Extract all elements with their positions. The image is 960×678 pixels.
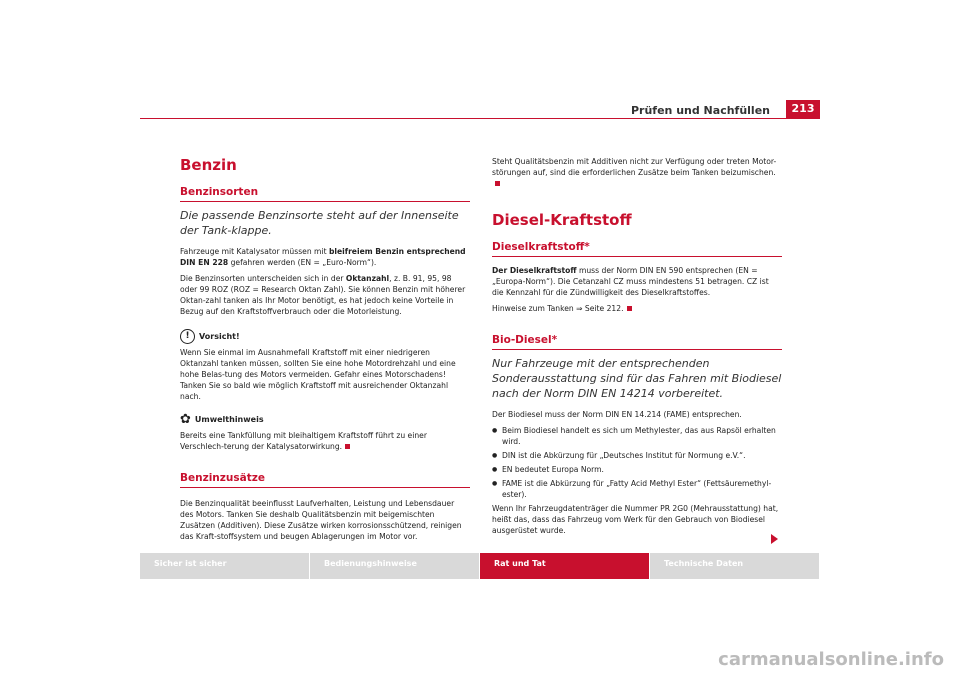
paragraph-katalysator: Fahrzeuge mit Katalysator müssen mit bleifreiem Benzin entsprechend DIN EN 228 gefahren werden (EN = „Euro-Norm“). [180,247,466,267]
paragraph-diesel-norm: Der Dieselkraftstoff muss der Norm DIN EN 590 entsprechen (EN = „Europa-Norm“). Die Cetanzahl CZ muss mindestens 51 betragen. CZ ist die Kennzahl für die Zündwilligkeit des Dieselkraftstoffes. [492,266,769,297]
lead-benzinsorten: Die passende Benzinsorte steht auf der Innenseite der Tank-klappe. [180,209,459,237]
page-number: 213 [786,100,820,118]
flower-icon: ✿ [180,412,191,427]
continued-text: Steht Qualitätsbenzin mit Additiven nicht zur Verfügung oder treten Motor-störungen auf, sind die erforderlichen Zusätze beim Tanken beizumischen. [492,156,782,189]
watermark: carmanualsonline.info [718,649,944,670]
paragraph-hinweise [492,303,782,314]
warning-icon: ! [180,329,195,344]
subsection-title-biodiesel: Bio-Diesel* [492,334,782,350]
header-divider [140,118,820,119]
zusaetze-text: Die Benzinqualität beeinflusst Laufverhalten, Leistung und Lebensdauer des Motors. Tanken Sie deshalb Qualitätsbenzin mit beigemischten Zusätzen (Additiven). Diese Zusätze wirken korrosionsschützend, reinigen das Kraft-stoffsystem und beugen Ablagerungen im Motor vor. [180,499,462,541]
right-column [492,156,782,541]
left-column [180,156,470,547]
page-reference-link[interactable]: Hinweise zum Tanken ⇒ Seite 212. [492,304,624,313]
footer-nav [140,553,820,579]
tab-technische-daten[interactable]: Technische Daten [650,553,819,579]
list-item: ● DIN ist die Abkürzung für „Deutsches Institut für Normung e.V.“. [492,450,782,461]
note-vorsicht [180,329,470,402]
section-title-diesel: Diesel-Kraftstoff [492,211,632,229]
tab-sicher-ist-sicher[interactable]: Sicher ist sicher [140,553,309,579]
subsection-title-benzinzusaetze: Benzinzusätze [180,472,470,488]
paragraph-oktanzahl: Die Benzinsorten unterscheiden sich in der Oktanzahl, z. B. 91, 95, 98 oder 99 ROZ (ROZ = Research Oktan Zahl). Sie können Benzin mit höherer Oktan-zahl tanken als Ihr Motor benötigt, es hat jedoch keine Vorteile in Bezug auf den Kraftstoffverbrauch oder die Motorleistung. [180,274,466,316]
section-title-benzin: Benzin [180,156,237,174]
list-item: ● EN bedeutet Europa Norm. [492,464,782,475]
subsection-title-dieselkraftstoff: Dieselkraftstoff* [492,241,782,257]
list-item: ● Beim Biodiesel handelt es sich um Methylester, das aus Rapsöl erhalten wird. [492,425,782,447]
end-marker [495,181,500,186]
tab-bedienungshinweise[interactable]: Bedienungshinweise [310,553,479,579]
paragraph-biodiesel-norm: Der Biodiesel muss der Norm DIN EN 14.214 (FAME) entsprechen. [492,410,742,419]
list-item: ● FAME ist die Abkürzung für „Fatty Acid Methyl Ester“ (Fettsäuremethyl-ester). [492,478,782,500]
next-page-arrow-icon[interactable] [771,534,778,544]
umwelt-text: Bereits eine Tankfüllung mit bleihaltigem Kraftstoff führt zu einer Verschlech-terung der Katalysatorwirkung. [180,431,427,451]
end-marker [627,306,632,311]
paragraph-fahrzeugdatentraeger: Wenn Ihr Fahrzeugdatenträger die Nummer PR 2G0 (Mehrausstattung) hat, heißt das, dass das Fahrzeug vom Werk für den Gebrauch von Biodiesel ausgerüstet wurde. [492,504,779,535]
umwelt-title: Umwelthinweis [194,415,264,424]
note-umwelt [180,412,470,452]
vorsicht-text: Wenn Sie einmal im Ausnahmefall Kraftstoff mit einer niedrigeren Oktanzahl tanken müssen, sollten Sie eine hohe Motordrehzahl und eine hohe Belas-tung des Motors vermeiden. Gefahr eines Motorschadens! Tanken Sie so bald wie möglich Kraftstoff mit ausreichender Oktanzahl nach. [180,348,456,401]
tab-rat-und-tat[interactable]: Rat und Tat [480,553,649,579]
lead-biodiesel: Nur Fahrzeuge mit der entsprechenden Sonderausstattung sind für das Fahren mit Biodiesel nach der Norm DIN EN 14214 vorbereitet. [492,357,782,400]
end-marker [345,444,350,449]
subsection-title-benzinsorten: Benzinsorten [180,186,470,202]
page-header-title: Prüfen und Nachfüllen [630,104,770,117]
vorsicht-title: Vorsicht! [199,332,240,341]
